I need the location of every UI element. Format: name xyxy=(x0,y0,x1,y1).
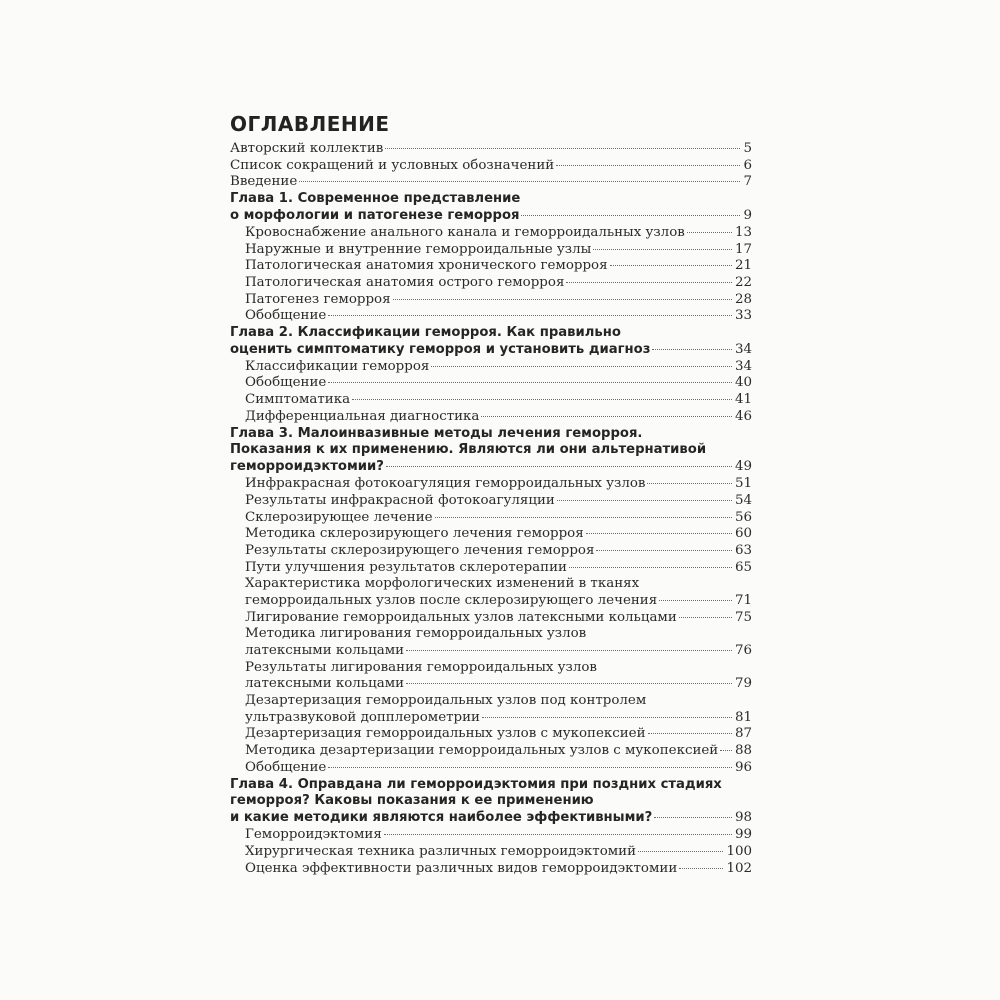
entry-label: Симптоматика xyxy=(245,392,351,408)
leader-dots xyxy=(385,148,740,149)
entry-page: 22 xyxy=(734,274,752,290)
entry-page: 76 xyxy=(734,643,752,659)
chapter-4-heading[interactable]: Глава 4. Оправдана ли геморроидэктомия при поздних стадиях xyxy=(230,776,722,792)
leader-dots xyxy=(596,550,732,551)
leader-dots xyxy=(593,249,732,250)
entry-page: 99 xyxy=(734,827,752,843)
leader-dots xyxy=(299,181,740,182)
leader-dots xyxy=(659,600,732,601)
entry-page: 75 xyxy=(734,609,752,625)
toc-subentry[interactable] xyxy=(230,375,752,392)
entry-page: 9 xyxy=(743,207,752,223)
entry-page: 17 xyxy=(734,241,752,257)
chapter-3-heading-line2[interactable]: Показания к их применению. Являются ли они альтернативой xyxy=(230,442,707,458)
leader-dots xyxy=(586,533,732,534)
toc-subentry[interactable] xyxy=(230,726,752,743)
entry-label: Инфракрасная фотокоагуляция геморроидальных узлов xyxy=(245,476,646,492)
entry-page: 46 xyxy=(734,408,752,424)
entry-label: Классификации геморроя xyxy=(245,358,430,374)
toc-subentry[interactable] xyxy=(230,409,752,426)
entry-page: 88 xyxy=(734,743,752,759)
leader-dots xyxy=(638,851,723,852)
entry-label: Лигирование геморроидальных узлов латексными кольцами xyxy=(245,609,677,625)
entry-label: Патогенез геморроя xyxy=(245,291,391,307)
chapter-3-heading-end[interactable] xyxy=(230,459,752,476)
chapter-2-heading[interactable]: Глава 2. Классификации геморроя. Как правильно xyxy=(230,324,621,340)
leader-dots xyxy=(328,767,732,768)
toc-entry-introduction[interactable] xyxy=(230,174,752,191)
entry-page: 51 xyxy=(734,476,752,492)
entry-page: 34 xyxy=(734,341,752,357)
entry-label: Обобщение xyxy=(245,759,327,775)
entry-page: 56 xyxy=(734,509,752,525)
leader-dots xyxy=(328,315,732,316)
entry-label: Дезартеризация геморроидальных узлов с мукопексией xyxy=(245,726,646,742)
entry-label: Патологическая анатомия острого геморроя xyxy=(245,274,565,290)
entry-page: 21 xyxy=(734,258,752,274)
leader-dots xyxy=(406,683,732,684)
toc-entry-abbreviations[interactable] xyxy=(230,158,752,175)
toc-subentry[interactable] xyxy=(230,476,752,493)
toc-subentry[interactable] xyxy=(230,242,752,259)
toc-subentry-line[interactable]: Методика лигирования геморроидальных узлов xyxy=(245,626,587,642)
leader-dots xyxy=(384,834,732,835)
leader-dots xyxy=(406,650,732,651)
entry-label: Обобщение xyxy=(245,308,327,324)
entry-label: геморроидальных узлов после склерозирующего лечения xyxy=(245,592,658,608)
entry-page: 81 xyxy=(734,709,752,725)
entry-label: оценить симптоматику геморроя и установить диагноз xyxy=(230,341,651,357)
entry-label: латексными кольцами xyxy=(245,676,405,692)
entry-label: латексными кольцами xyxy=(245,643,405,659)
entry-page: 54 xyxy=(734,492,752,508)
toc-subentry[interactable] xyxy=(230,493,752,510)
leader-dots xyxy=(647,483,732,484)
entry-label: Склерозирующее лечение xyxy=(245,509,433,525)
entry-page: 60 xyxy=(734,526,752,542)
toc-subentry[interactable] xyxy=(230,560,752,577)
entry-label: Результаты склерозирующего лечения геморроя xyxy=(245,542,595,558)
leader-dots xyxy=(482,717,732,718)
leader-dots xyxy=(652,349,732,350)
entry-page: 65 xyxy=(734,559,752,575)
entry-page: 34 xyxy=(734,358,752,374)
toc-subentry[interactable] xyxy=(230,392,752,409)
leader-dots xyxy=(557,500,732,501)
entry-label: и какие методики являются наиболее эффективными? xyxy=(230,810,653,826)
entry-page: 28 xyxy=(734,291,752,307)
entry-label: Кровоснабжение анального канала и геморроидальных узлов xyxy=(245,224,685,240)
entry-label: Наружные и внутренние геморроидальные узлы xyxy=(245,241,592,257)
entry-label: о морфологии и патогенезе геморроя xyxy=(230,207,520,223)
entry-page: 102 xyxy=(726,860,752,876)
entry-label: Результаты инфракрасной фотокоагуляции xyxy=(245,492,555,508)
toc-subentry-line[interactable]: Дезартеризация геморроидальных узлов под контролем xyxy=(245,693,647,709)
entry-page: 33 xyxy=(734,308,752,324)
leader-dots xyxy=(435,517,732,518)
entry-label: Оценка эффективности различных видов геморроидэктомии xyxy=(245,860,678,876)
leader-dots xyxy=(679,868,723,869)
toc-subentry[interactable] xyxy=(230,275,752,292)
entry-label: Патологическая анатомия хронического геморроя xyxy=(245,258,608,274)
entry-page: 13 xyxy=(734,224,752,240)
leader-dots xyxy=(521,215,740,216)
chapter-1-heading-end[interactable] xyxy=(230,208,752,225)
entry-page: 5 xyxy=(743,141,752,156)
toc-title: ОГЛАВЛЕНИЕ xyxy=(230,112,390,136)
leader-dots xyxy=(687,232,732,233)
toc-subentry[interactable] xyxy=(230,526,752,543)
toc-subentry[interactable] xyxy=(230,827,752,844)
leader-dots xyxy=(679,617,732,618)
entry-page: 96 xyxy=(734,759,752,775)
entry-page: 98 xyxy=(734,810,752,826)
toc-subentry[interactable] xyxy=(230,710,752,727)
toc-entry-authors[interactable] xyxy=(230,141,752,158)
leader-dots xyxy=(654,817,732,818)
chapter-1-heading[interactable]: Глава 1. Современное представление xyxy=(230,191,521,207)
toc-subentry[interactable] xyxy=(230,225,752,242)
leader-dots xyxy=(720,750,732,751)
entry-label: Обобщение xyxy=(245,375,327,391)
toc-subentry-line[interactable]: Результаты лигирования геморроидальных узлов xyxy=(245,659,597,675)
toc-subentry[interactable] xyxy=(230,292,752,309)
entry-page: 49 xyxy=(734,459,752,475)
entry-page: 63 xyxy=(734,542,752,558)
entry-page: 40 xyxy=(734,375,752,391)
entry-page: 87 xyxy=(734,726,752,742)
entry-label: Пути улучшения результатов склеротерапии xyxy=(245,559,567,575)
toc-subentry[interactable] xyxy=(230,593,752,610)
chapter-4-heading-line2[interactable]: геморроя? Каковы показания к ее применению xyxy=(230,793,594,809)
leader-dots xyxy=(610,265,732,266)
leader-dots xyxy=(431,366,732,367)
entry-page: 79 xyxy=(734,676,752,692)
entry-page: 7 xyxy=(743,174,752,190)
leader-dots xyxy=(556,165,740,166)
entry-label: Авторский коллектив xyxy=(230,141,384,156)
toc-subentry[interactable] xyxy=(230,743,752,760)
leader-dots xyxy=(481,416,732,417)
toc-subentry[interactable] xyxy=(230,258,752,275)
entry-label: Список сокращений и условных обозначений xyxy=(230,157,555,173)
entry-label: Методика дезартеризации геморроидальных узлов с мукопексией xyxy=(245,743,719,759)
toc-subentry[interactable] xyxy=(230,510,752,527)
toc-subentry-line[interactable]: Характеристика морфологических изменений в тканях xyxy=(245,576,640,592)
toc-subentry[interactable] xyxy=(230,676,752,693)
toc-subentry[interactable] xyxy=(230,643,752,660)
toc-subentry[interactable] xyxy=(230,308,752,325)
entry-page: 71 xyxy=(734,592,752,608)
entry-label: Введение xyxy=(230,174,298,190)
leader-dots xyxy=(393,299,732,300)
entry-label: Хирургическая техника различных геморроидэктомий xyxy=(245,843,637,859)
leader-dots xyxy=(386,466,732,467)
toc-subentry[interactable] xyxy=(230,610,752,627)
entry-label: Геморроидэктомия xyxy=(245,827,382,843)
leader-dots xyxy=(569,567,732,568)
leader-dots xyxy=(352,399,732,400)
table-of-contents xyxy=(230,141,752,877)
entry-page: 6 xyxy=(743,157,752,173)
entry-page: 41 xyxy=(734,392,752,408)
toc-subentry[interactable] xyxy=(230,844,752,861)
entry-label: Дифференциальная диагностика xyxy=(245,408,480,424)
leader-dots xyxy=(566,282,732,283)
chapter-4-heading-end[interactable] xyxy=(230,810,752,827)
chapter-2-heading-end[interactable] xyxy=(230,342,752,359)
toc-subentry[interactable] xyxy=(230,861,752,878)
leader-dots xyxy=(328,382,732,383)
entry-page: 100 xyxy=(726,843,752,859)
entry-label: геморроидэктомии? xyxy=(230,459,384,475)
toc-subentry[interactable] xyxy=(230,760,752,777)
chapter-3-heading[interactable]: Глава 3. Малоинвазивные методы лечения геморроя. xyxy=(230,425,643,441)
entry-label: Методика склерозирующего лечения геморроя xyxy=(245,526,584,542)
leader-dots xyxy=(648,733,732,734)
entry-label: ультразвуковой допплерометрии xyxy=(245,709,480,725)
toc-subentry[interactable] xyxy=(230,359,752,376)
toc-subentry[interactable] xyxy=(230,543,752,560)
